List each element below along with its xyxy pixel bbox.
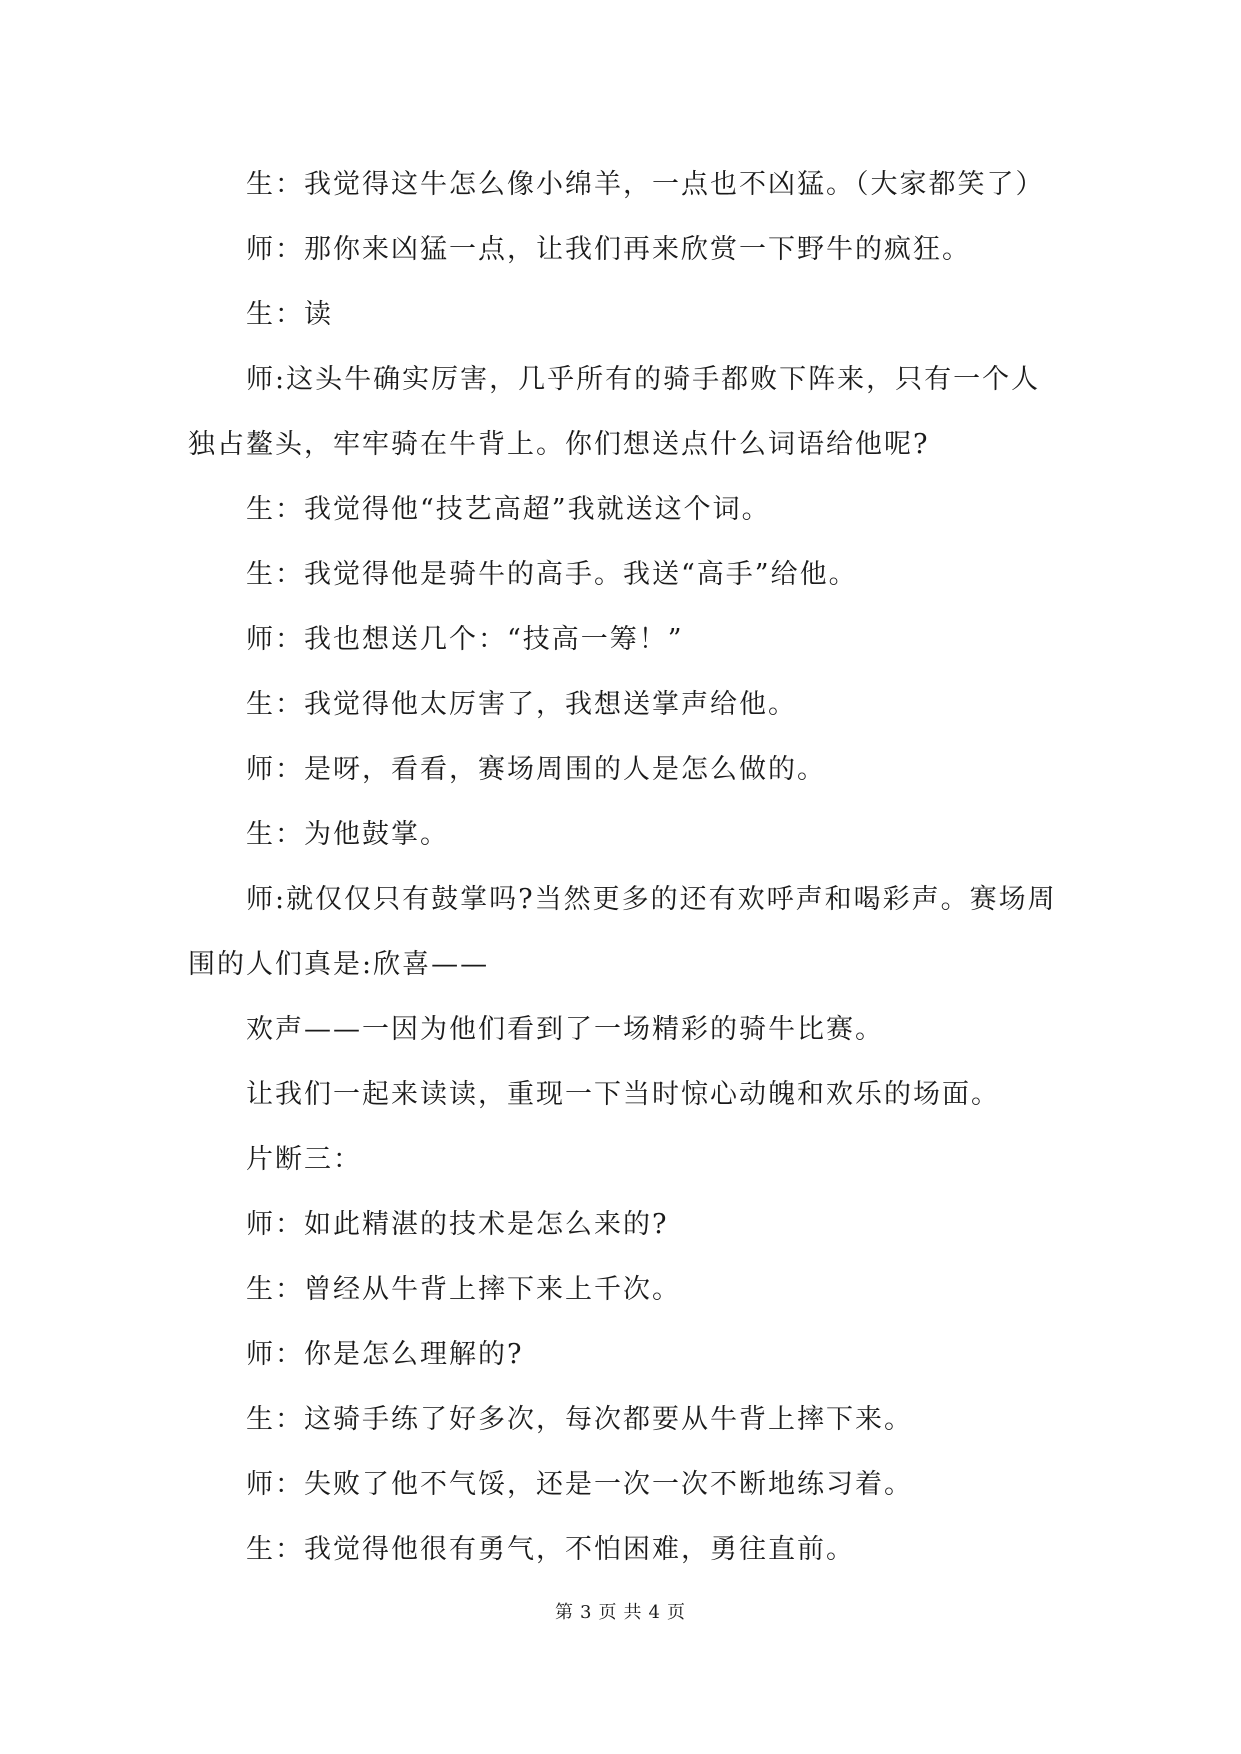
footer-page-word: 页 xyxy=(598,1602,618,1623)
paragraph-14: 片断三： xyxy=(246,1144,362,1175)
paragraph-3: 生：读 xyxy=(246,299,333,330)
paragraph-6: 生：我觉得他是骑牛的高手。我送“高手”给他。 xyxy=(246,559,858,590)
page-body xyxy=(188,152,1058,1582)
paragraph-7: 师：我也想送几个：“技高一筹！” xyxy=(246,624,684,655)
paragraph-11: 师:就仅仅只有鼓掌吗?当然更多的还有欢呼声和喝彩声。赛场周围的人们真是:欣喜—— xyxy=(188,884,1057,980)
paragraph-4: 师:这头牛确实厉害，几乎所有的骑手都败下阵来，只有一个人独占鳌头，牢牢骑在牛背上。你们想送点什么词语给他呢? xyxy=(188,364,1041,460)
page-footer xyxy=(0,1598,1241,1624)
paragraph-9: 师：是呀，看看，赛场周围的人是怎么做的。 xyxy=(246,754,826,785)
paragraph-19: 师：失败了他不气馁，还是一次一次不断地练习着。 xyxy=(246,1469,913,1500)
paragraph-12: 欢声——一因为他们看到了一场精彩的骑牛比赛。 xyxy=(246,1014,884,1045)
paragraph-8: 生：我觉得他太厉害了，我想送掌声给他。 xyxy=(246,689,797,720)
footer-current-page: 3 xyxy=(580,1602,593,1623)
paragraph-2: 师：那你来凶猛一点，让我们再来欣赏一下野牛的疯狂。 xyxy=(246,234,971,265)
footer-total-pages: 4 xyxy=(648,1602,661,1623)
paragraph-18: 生：这骑手练了好多次，每次都要从牛背上摔下来。 xyxy=(246,1404,913,1435)
footer-suffix: 页 xyxy=(666,1602,686,1623)
paragraph-10: 生：为他鼓掌。 xyxy=(246,819,449,850)
footer-total-prefix: 共 xyxy=(623,1602,643,1623)
paragraph-13: 让我们一起来读读，重现一下当时惊心动魄和欢乐的场面。 xyxy=(246,1079,1000,1110)
paragraph-1: 生：我觉得这牛怎么像小绵羊，一点也不凶猛。（大家都笑了） xyxy=(246,169,1045,200)
paragraph-20: 生：我觉得他很有勇气，不怕困难，勇往直前。 xyxy=(246,1534,855,1565)
paragraph-5: 生：我觉得他“技艺高超”我就送这个词。 xyxy=(246,494,771,525)
paragraph-16: 生：曾经从牛背上摔下来上千次。 xyxy=(246,1274,681,1305)
footer-prefix: 第 xyxy=(555,1602,575,1623)
paragraph-15: 师：如此精湛的技术是怎么来的? xyxy=(246,1209,669,1240)
paragraph-17: 师：你是怎么理解的? xyxy=(246,1339,524,1370)
